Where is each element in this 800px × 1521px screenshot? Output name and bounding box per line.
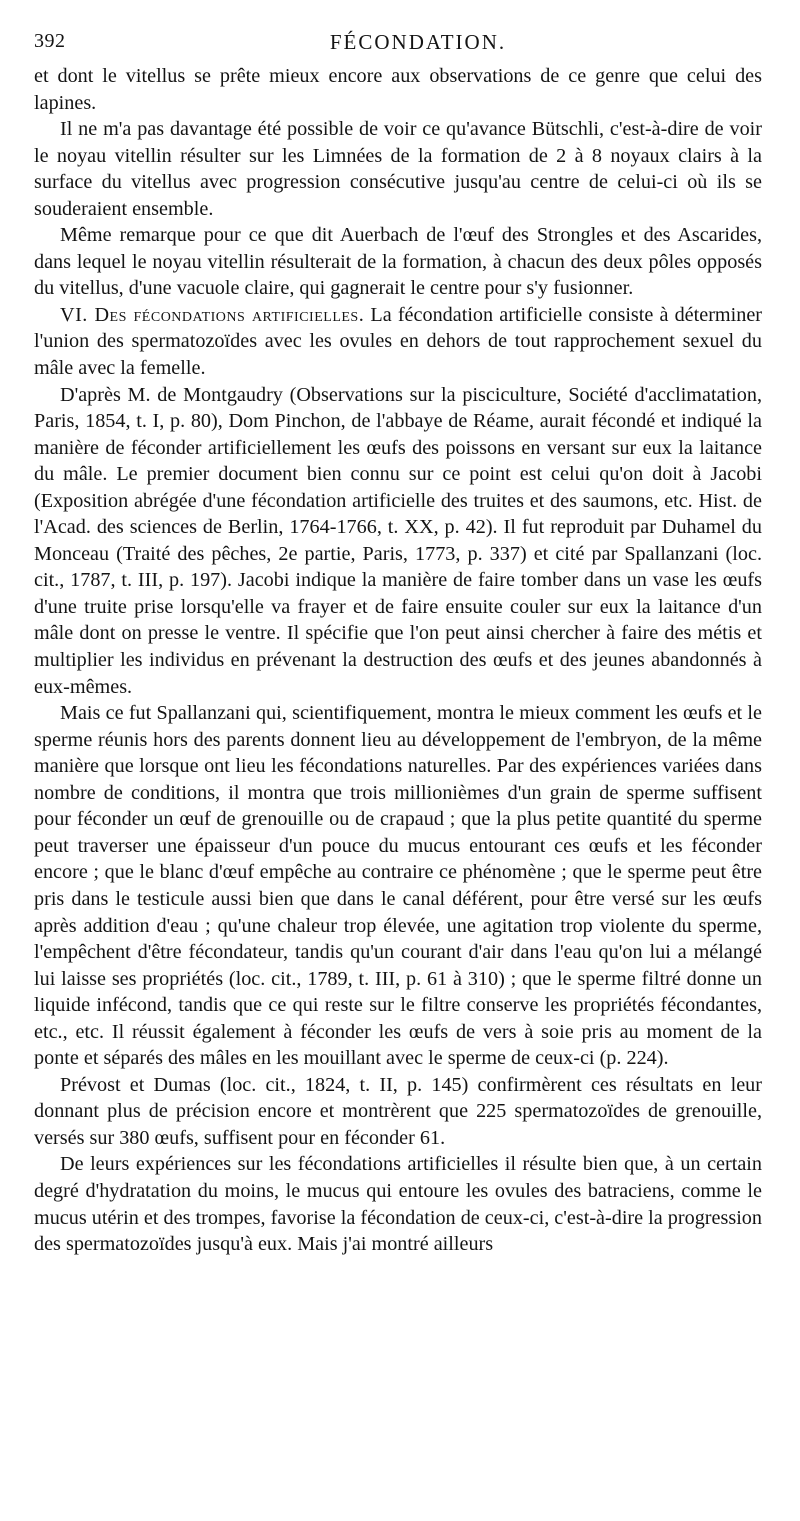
page-number: 392 [34, 30, 66, 52]
paragraph: Même remarque pour ce que dit Auerbach de l'œuf des Strongles et des Ascarides, dans lequel le noyau vitellin résulterait de la formation, à chacun des deux pôles opposés du vitellus, d'une vacuole claire, qui gagnerait le centre pour s'y fusionner. [34, 224, 762, 300]
paragraph-text: La fécondation artificielle consiste à déterminer l'union des spermatozoïdes avec les ovules en dehors de tout rapprochement sexuel du mâle avec la femelle. [34, 303, 763, 380]
paragraph: Prévost et Dumas (loc. cit., 1824, t. II, p. 145) confirmèrent ces résultats en leur donnant plus de précision encore et montrèrent que 225 spermatozoïdes de grenouille, versés sur 380 œufs, suffisent pour en féconder 61. [34, 1073, 762, 1149]
paragraph: Il ne m'a pas davantage été possible de voir ce qu'avance Bütschli, c'est-à-dire de voir le noyau vitellin résulter sur les Limnées de la formation de 2 à 8 noyaux clairs à la surface du vitellus avec progression consécutive jusqu'au centre de celui-ci où ils se souderaient ensemble. [34, 118, 762, 220]
paragraph: et dont le vitellus se prête mieux encore aux observations de ce genre que celui des lapines. [34, 65, 762, 114]
section-heading: VI. Des fécondations artificielles. [60, 303, 365, 326]
paragraph: De leurs expériences sur les fécondations artificielles il résulte bien que, à un certain degré d'hydratation du moins, le mucus qui entoure les ovules des batraciens, comme le mucus utérin et des trompes, favorise la fécondation de ceux-ci, c'est-à-dire la progression des spermatozoïdes jusqu'à eux. Mais j'ai montré ailleurs [34, 1153, 762, 1256]
running-title: FÉCONDATION. [329, 30, 507, 54]
paragraph: D'après M. de Montgaudry (Observations sur la pisciculture, Société d'acclimatation, Paris, 1854, t. I, p. 80), Dom Pinchon, de l'abbaye de Réame, aurait fécondé et indiqué la manière de féconder artificiellement les œufs des poissons en versant sur eux la laitance du mâle. Le premier document bien connu sur ce point est celui qu'on doit à Jacobi (Exposition abrégée d'une fécondation artificielle des truites et des saumons, etc. Hist. de l'Acad. des sciences de Berlin, 1764-1766, t. XX, p. 42). Il fut reproduit par Duhamel du Monceau (Traité des pêches, 2e partie, Paris, 1773, p. 337) et cité par Spallanzani (loc. cit., 1787, t. III, p. 197). Jacobi indique la manière de faire tomber dans un vase les œufs d'une truite prise lorsqu'elle va frayer et de faire ensuite couler sur eux la laitance d'un mâle dont on presse le ventre. Il spécifie que l'on peut ainsi chercher à faire des métis et multiplier les individus en prévenant la destruction des œufs et des jeunes abandonnés à eux-mêmes. [34, 383, 762, 698]
page-header [34, 30, 762, 60]
paragraph: Mais ce fut Spallanzani qui, scientifiquement, montra le mieux comment les œufs et le sperme réunis hors des parents donnent lieu au développement de l'embryon, de la même manière que lorsque ont lieu les fécondations naturelles. Par des expériences variées dans nombre de conditions, il montra que trois millionièmes d'un grain de sperme suffisent pour féconder un œuf de grenouille ou de crapaud ; que la plus petite quantité du sperme peut traverser une épaisseur d'un pouce du mucus entourant ces œufs et les féconder encore ; que le blanc d'œuf empêche au contraire ce phénomène ; que le sperme peut être pris dans le testicule aussi bien que dans le canal déférent, pour être versé sur les œufs après addition d'eau ; qu'une chaleur trop élevée, une agitation trop violente du sperme, l'empêchent d'être fécondateur, tandis qu'un courant d'air dans l'eau qu'on lui a mélangé lui laisse ses propriétés (loc. cit., 1789, t. III, p. 61 à 310) ; que le sperme filtré donne un liquide infécond, tandis que ce qui reste sur le filtre conserve les propriétés fécondantes, etc., etc. Il réussit également à féconder les œufs de vers à soie pris au moment de la ponte et séparés des mâles en les mouillant avec le sperme de ceux-ci (p. 224). [34, 702, 762, 1070]
body-text [34, 63, 762, 1258]
paragraph [34, 302, 762, 382]
